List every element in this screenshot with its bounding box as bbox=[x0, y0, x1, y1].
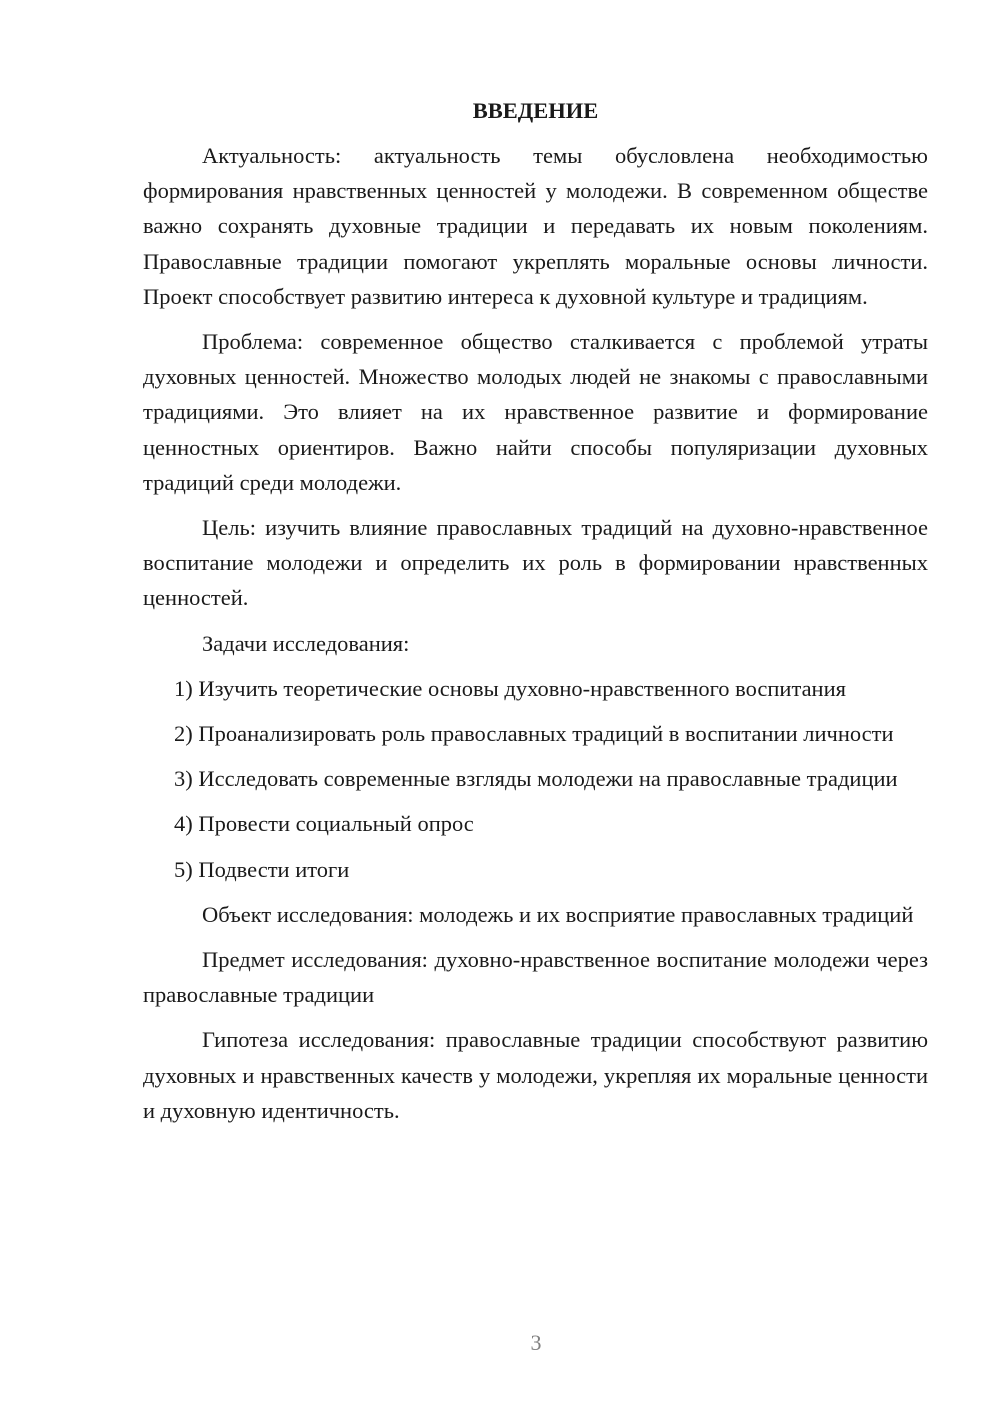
page-number: 3 bbox=[530, 1330, 542, 1355]
hypothesis-paragraph: Гипотеза исследования: православные традиции способствуют развитию духовных и нравственных качеств у молодежи, укрепляя их моральные ценности и духовную идентичность. bbox=[143, 1027, 928, 1123]
tasks-heading: Задачи исследования: bbox=[202, 630, 410, 656]
task-item: 4) Провести социальный опрос bbox=[174, 811, 474, 837]
task-item: 1) Изучить теоретические основы духовно-нравственного воспитания bbox=[174, 675, 846, 701]
relevance-paragraph: Актуальность: актуальность темы обусловлена необходимостью формирования нравственных ценностей у молодежи. В современном обществе важно сохранять духовные традиции и передавать их новым поколениям. Православные традиции помогают укреплять моральные основы личности. Проект способствует развитию интереса к духовной культуре и традициям. bbox=[143, 143, 928, 309]
section-title: ВВЕДЕНИЕ bbox=[472, 98, 599, 123]
task-item: 3) Исследовать современные взгляды молодежи на православные традиции bbox=[174, 766, 898, 792]
task-item: 2) Проанализировать роль православных традиций в воспитании личности bbox=[174, 721, 894, 747]
goal-paragraph: Цель: изучить влияние православных традиций на духовно-нравственное воспитание молодежи и определить их роль в формировании нравственных ценностей. bbox=[143, 515, 928, 611]
object-paragraph: Объект исследования: молодежь и их восприятие православных традиций bbox=[202, 901, 914, 927]
subject-paragraph: Предмет исследования: духовно-нравственное воспитание молодежи через православные традиции bbox=[143, 947, 928, 1008]
task-item: 5) Подвести итоги bbox=[174, 856, 350, 882]
page-content bbox=[143, 93, 928, 1138]
problem-paragraph: Проблема: современное общество сталкивается с проблемой утраты духовных ценностей. Множество молодых людей не знакомы с православными традициями. Это влияет на их нравственное развитие и формирование ценностных ориентиров. Важно найти способы популяризации духовных традиций среди молодежи. bbox=[143, 329, 928, 495]
